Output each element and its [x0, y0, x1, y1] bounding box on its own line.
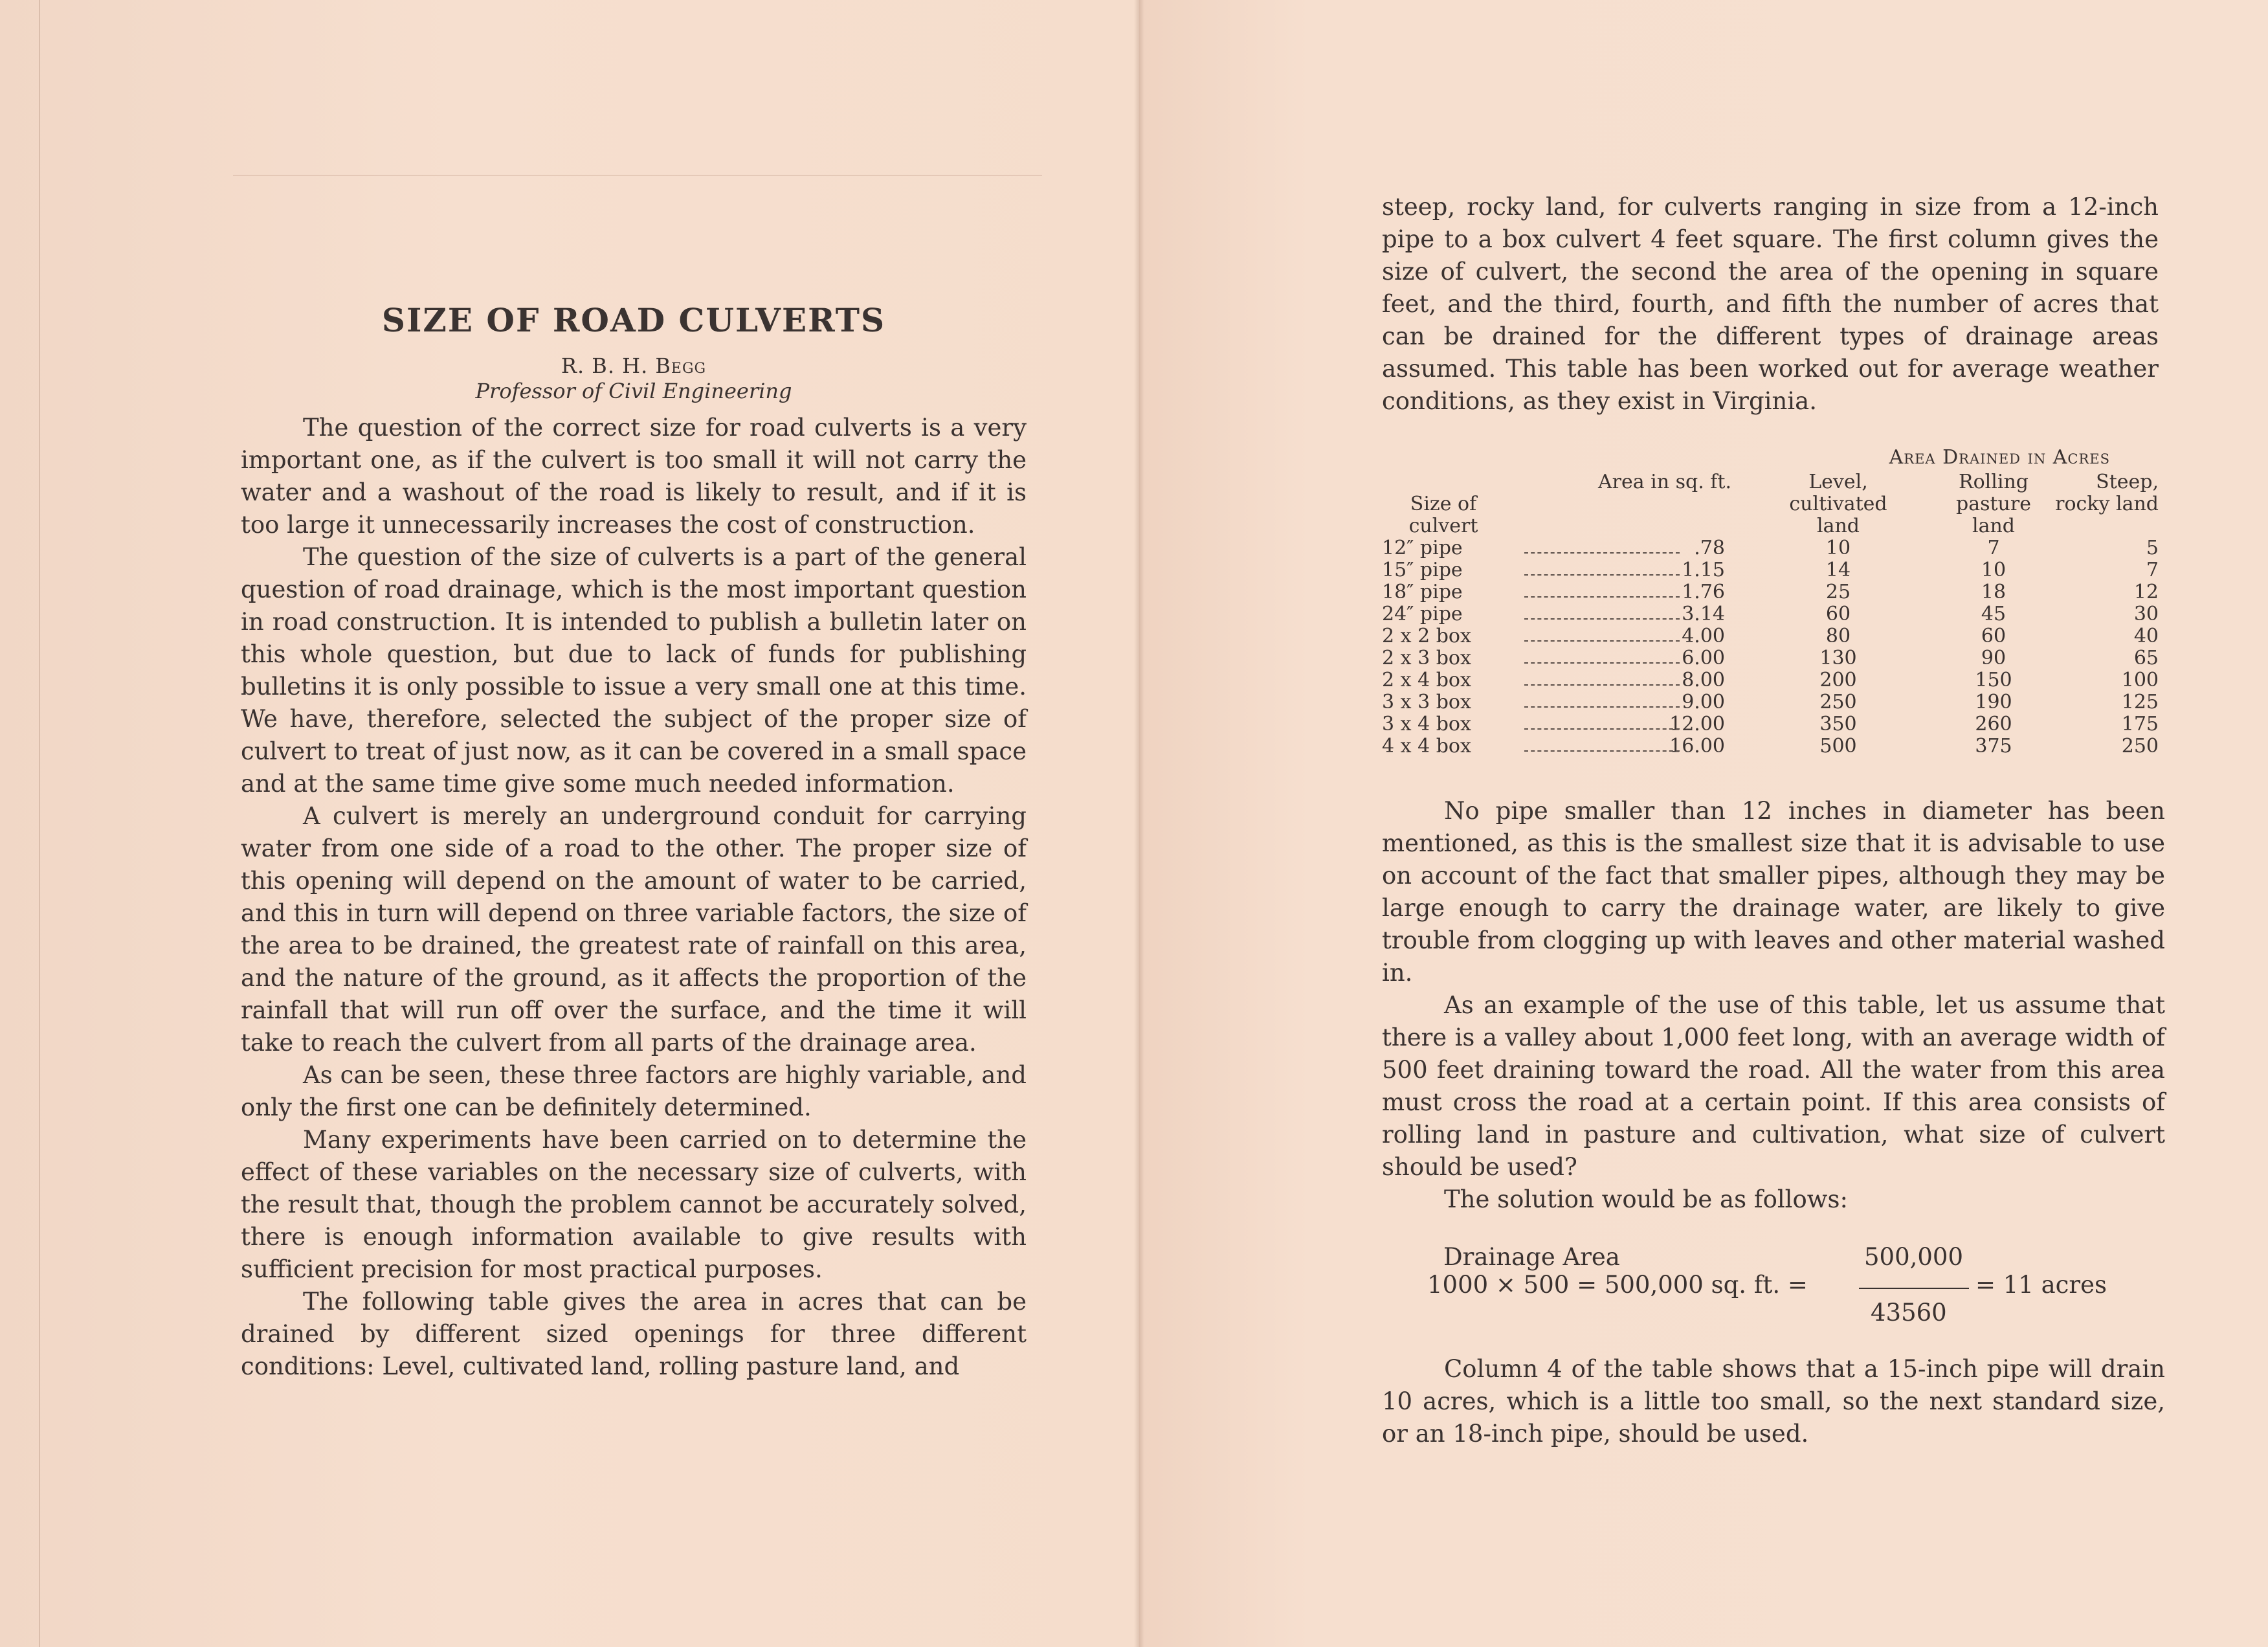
cell-area-value: 1.76: [1682, 581, 1725, 603]
cell-level: 14: [1825, 559, 1851, 581]
article-author: R. B. H. Begg: [561, 353, 707, 378]
cell-area-value: 8.00: [1682, 669, 1725, 691]
cell-area-value: 9.00: [1682, 691, 1725, 713]
cell-level: 60: [1825, 603, 1851, 625]
paragraph: The following table gives the area in acres that can be drained by different sized openings for three different conditions: Level, cultivated land, rolling pasture land, and: [241, 1288, 1027, 1380]
cell-size: 18″ pipe: [1382, 581, 1463, 603]
cell-level: 500: [1819, 735, 1857, 757]
cell-area: [1505, 713, 1764, 735]
equation-lhs: 1000 × 500 = 500,000 sq. ft. =: [1427, 1271, 1808, 1299]
equation-numerator: 500,000: [1864, 1243, 1964, 1271]
cell-area-value: 16.00: [1669, 735, 1725, 757]
leader-dots: [1524, 728, 1680, 730]
table-super-header: Area Drained in Acres: [1889, 446, 2110, 469]
table-row: [1382, 537, 2159, 559]
cell-level: 200: [1819, 669, 1857, 691]
paragraph: A culvert is merely an underground conduit for carrying water from one side of a road to the other. The proper size of this opening will depend on the amount of water to be carried, and this in turn will depend on three variable factors, the size of the area to be drained, the greatest rate of rainfall on this area, and the nature of the ground, as it affects the proportion of the rainfall that will run off over the surface, and the time it will take to reach the culvert from all parts of the drainage area.: [241, 802, 1027, 1057]
cell-steep: 40: [2133, 625, 2159, 647]
cell-level: 350: [1819, 713, 1857, 735]
paragraph: As can be seen, these three factors are highly variable, and only the first one can be definitely determined.: [241, 1061, 1027, 1121]
cell-rolling: 45: [1981, 603, 2007, 625]
leader-dots: [1524, 706, 1680, 708]
cell-rolling: 375: [1975, 735, 2012, 757]
leader-dots: [1524, 574, 1680, 576]
cell-steep: 30: [2133, 603, 2159, 625]
article-title: SIZE OF ROAD CULVERTS: [381, 301, 886, 339]
cell-size: 4 x 4 box: [1382, 735, 1471, 757]
cell-rolling: 7: [1987, 537, 2000, 559]
right-intro-column: [1382, 191, 2159, 418]
author-role: Professor of Civil Engineering: [475, 379, 792, 403]
table-row: [1382, 603, 2159, 625]
cell-area: [1505, 647, 1764, 669]
cell-rolling: 10: [1981, 559, 2007, 581]
leader-dots: [1524, 596, 1680, 598]
equation-denominator: 43560: [1871, 1299, 1947, 1327]
table-row: [1382, 581, 2159, 603]
header-steep: Steep, rocky land: [2055, 471, 2159, 515]
header-size: Size of culvert: [1408, 493, 1478, 537]
cell-steep: 100: [2121, 669, 2159, 691]
table-body: [1382, 537, 2159, 757]
conclusion-paragraph: [1382, 1353, 2165, 1450]
cell-level: 250: [1819, 691, 1857, 713]
cell-rolling: 150: [1975, 669, 2012, 691]
table-row: [1382, 691, 2159, 713]
cell-area: [1505, 735, 1764, 757]
cell-size: 24″ pipe: [1382, 603, 1463, 625]
paragraph: Column 4 of the table shows that a 15-inch pipe will drain 10 acres, which is a little too small, so the next standard size, or an 18-inch pipe, should be used.: [1382, 1355, 2165, 1448]
right-column: [1382, 795, 2165, 1216]
cell-steep: 125: [2121, 691, 2159, 713]
cell-level: 10: [1825, 537, 1851, 559]
leader-dots: [1524, 640, 1680, 642]
left-column: [241, 301, 1027, 1383]
cell-area-value: 12.00: [1669, 713, 1725, 735]
cell-level: 130: [1819, 647, 1857, 669]
cell-level: 25: [1825, 581, 1851, 603]
cell-steep: 7: [2146, 559, 2159, 581]
cell-steep: 175: [2121, 713, 2159, 735]
cell-size: 3 x 4 box: [1382, 713, 1471, 735]
paragraph-continued: steep, rocky land, for culverts ranging in size from a 12-inch pipe to a box culvert 4 feet square. The first column gives the size of culvert, the second the area of the opening in square feet, and the third, fourth, and fifth the number of acres that can be drained for the different types of drainage areas assumed. This table has been worked out for average weather conditions, as they exist in Virginia.: [1382, 193, 2159, 415]
cell-area: [1505, 603, 1764, 625]
cell-steep: 5: [2146, 537, 2159, 559]
cell-rolling: 18: [1981, 581, 2007, 603]
page-fold: [1134, 0, 1144, 1647]
paragraph: The question of the size of culverts is a part of the general question of road drainage, which is the most important question in road construction. It is intended to publish a bulletin later on this whole question, but due to lack of funds for publishing bulletins it is only possible to issue a very small one at this time. We have, therefore, selected the subject of the proper size of culvert to treat of just now, as it can be covered in a small space and at the same time give some much needed information.: [241, 543, 1027, 798]
cell-size: 15″ pipe: [1382, 559, 1463, 581]
cell-area: [1505, 537, 1764, 559]
leader-dots: [1524, 552, 1680, 554]
table-row: [1382, 559, 2159, 581]
cell-steep: 250: [2121, 735, 2159, 757]
cell-rolling: 90: [1981, 647, 2007, 669]
table-row: [1382, 625, 2159, 647]
equation-label: Drainage Area: [1443, 1243, 1620, 1271]
table-header-row: [1382, 471, 2159, 537]
paragraph: No pipe smaller than 12 inches in diameter has been mentioned, as this is the smallest size that it is advisable to use on account of the fact that smaller pipes, although they may be large enough to carry the drainage water, are likely to give trouble from clogging up with leaves and other material washed in.: [1382, 797, 2165, 987]
cell-area-value: .78: [1694, 537, 1725, 559]
paragraph: The solution would be as follows:: [1444, 1185, 1848, 1213]
cell-area: [1505, 581, 1764, 603]
cell-rolling: 190: [1975, 691, 2012, 713]
cell-level: 80: [1825, 625, 1851, 647]
equation-rhs: = 11 acres: [1975, 1271, 2107, 1299]
leader-dots: [1524, 618, 1680, 620]
cell-rolling: 60: [1981, 625, 2007, 647]
paragraph: As an example of the use of this table, let us assume that there is a valley about 1,000 feet long, with an average width of 500 feet draining toward the road. All the water from this area must cross the road at a certain point. If this area consists of rolling land in pasture and cultivation, what size of culvert should be used?: [1382, 991, 2165, 1181]
header-level: Level, cultivated land: [1789, 471, 1887, 537]
cell-area-value: 3.14: [1682, 603, 1725, 625]
cell-steep: 65: [2133, 647, 2159, 669]
paragraph: Many experiments have been carried on to determine the effect of these variables on the necessary size of culverts, with the result that, though the problem cannot be accurately solved, there is enough information available to give results with sufficient precision for most practical purposes.: [241, 1126, 1027, 1283]
cell-area: [1505, 625, 1764, 647]
cell-rolling: 260: [1975, 713, 2012, 735]
leader-dots: [1524, 750, 1680, 752]
table-row: [1382, 669, 2159, 691]
cell-steep: 12: [2133, 581, 2159, 603]
cell-size: 2 x 4 box: [1382, 669, 1471, 691]
leader-dots: [1524, 684, 1680, 686]
fraction-bar: [1859, 1288, 1969, 1289]
table-row: [1382, 713, 2159, 735]
cell-size: 2 x 3 box: [1382, 647, 1471, 669]
cell-area: [1505, 691, 1764, 713]
cell-size: 2 x 2 box: [1382, 625, 1471, 647]
cell-area: [1505, 559, 1764, 581]
header-rolling: Rolling pasture land: [1956, 471, 2031, 537]
table-row: [1382, 647, 2159, 669]
culvert-table: [1382, 447, 2159, 757]
cell-area-value: 6.00: [1682, 647, 1725, 669]
cell-area-value: 4.00: [1682, 625, 1725, 647]
header-area: Area in sq. ft.: [1597, 471, 1731, 493]
cell-size: 3 x 3 box: [1382, 691, 1471, 713]
cell-area-value: 1.15: [1682, 559, 1725, 581]
page-edge: [39, 0, 40, 1647]
cell-area: [1505, 669, 1764, 691]
cell-size: 12″ pipe: [1382, 537, 1463, 559]
paragraph: The question of the correct size for road culverts is a very important one, as if the culvert is too small it will not carry the water and a washout of the road is likely to result, and if it is too large it unnecessarily increases the cost of construction.: [241, 414, 1027, 539]
leader-dots: [1524, 662, 1680, 664]
table-row: [1382, 735, 2159, 757]
